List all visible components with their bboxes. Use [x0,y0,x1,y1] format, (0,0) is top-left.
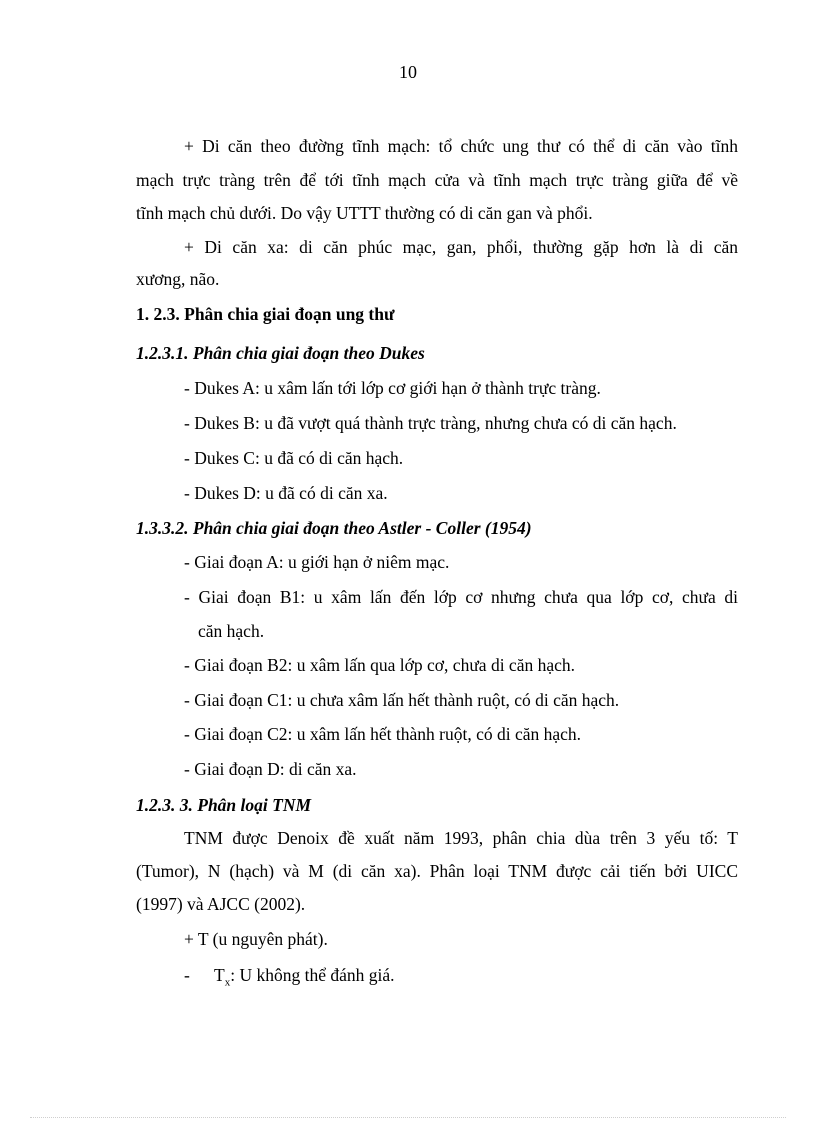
paragraph-line: TNM được Denoix đề xuất năm 1993, phân chia dùa trên 3 yếu tố: T [184,828,738,848]
paragraph-line: (Tumor), N (hạch) và M (di căn xa). Phân loại TNM được cải tiến bởi UICC [136,861,738,881]
list-item: - Dukes A: u xâm lấn tới lớp cơ giới hạn ở thành trực tràng. [184,378,601,398]
list-item: - Giai đoạn D: di căn xa. [184,759,357,779]
paragraph-line: + Di căn theo đường tĩnh mạch: tổ chức ung thư có thể di căn vào tĩnh [184,136,738,156]
list-item: - Giai đoạn B2: u xâm lấn qua lớp cơ, chưa di căn hạch. [184,655,575,675]
tx-symbol: T [214,965,225,985]
subsection-heading: 1.3.3.2. Phân chia giai đoạn theo Astler - Coller (1954) [136,518,532,538]
paragraph-line: xương, não. [136,269,220,289]
list-item: - Dukes D: u đã có di căn xa. [184,483,388,503]
tx-subscript: x [224,976,231,989]
subsection-heading: 1.2.3. 3. Phân loại TNM [136,795,312,815]
list-item: - Dukes B: u đã vượt quá thành trực tràng, nhưng chưa có di căn hạch. [184,413,677,433]
tx-dash: - [184,965,190,985]
paragraph-line: + T (u nguyên phát). [184,929,328,949]
tx-description: : U không thể đánh giá. [230,965,395,985]
subsection-heading: 1.2.3.1. Phân chia giai đoạn theo Dukes [136,343,425,363]
page-number: 10 [399,62,417,82]
list-item: - Giai đoạn A: u giới hạn ở niêm mạc. [184,552,450,572]
list-item: - Giai đoạn C1: u chưa xâm lấn hết thành ruột, có di căn hạch. [184,690,620,710]
list-item: - Dukes C: u đã có di căn hạch. [184,448,404,468]
paragraph-line: + Di căn xa: di căn phúc mạc, gan, phổi, thường gặp hơn là di căn [184,237,738,257]
page-bottom-border [30,1117,786,1118]
list-item-continuation: căn hạch. [198,621,265,641]
paragraph-line: tĩnh mạch chủ dưới. Do vậy UTTT thường có di căn gan và phổi. [136,203,593,223]
section-heading: 1. 2.3. Phân chia giai đoạn ung thư [136,304,395,324]
list-item: - Giai đoạn B1: u xâm lấn đến lớp cơ nhưng chưa qua lớp cơ, chưa di [184,587,738,607]
list-item: - Giai đoạn C2: u xâm lấn hết thành ruột, có di căn hạch. [184,724,582,744]
tx-line [184,963,738,995]
paragraph-line: (1997) và AJCC (2002). [136,894,306,914]
paragraph-line: mạch trực tràng trên để tới tĩnh mạch cửa và tĩnh mạch trực tràng giữa để về [136,170,738,190]
